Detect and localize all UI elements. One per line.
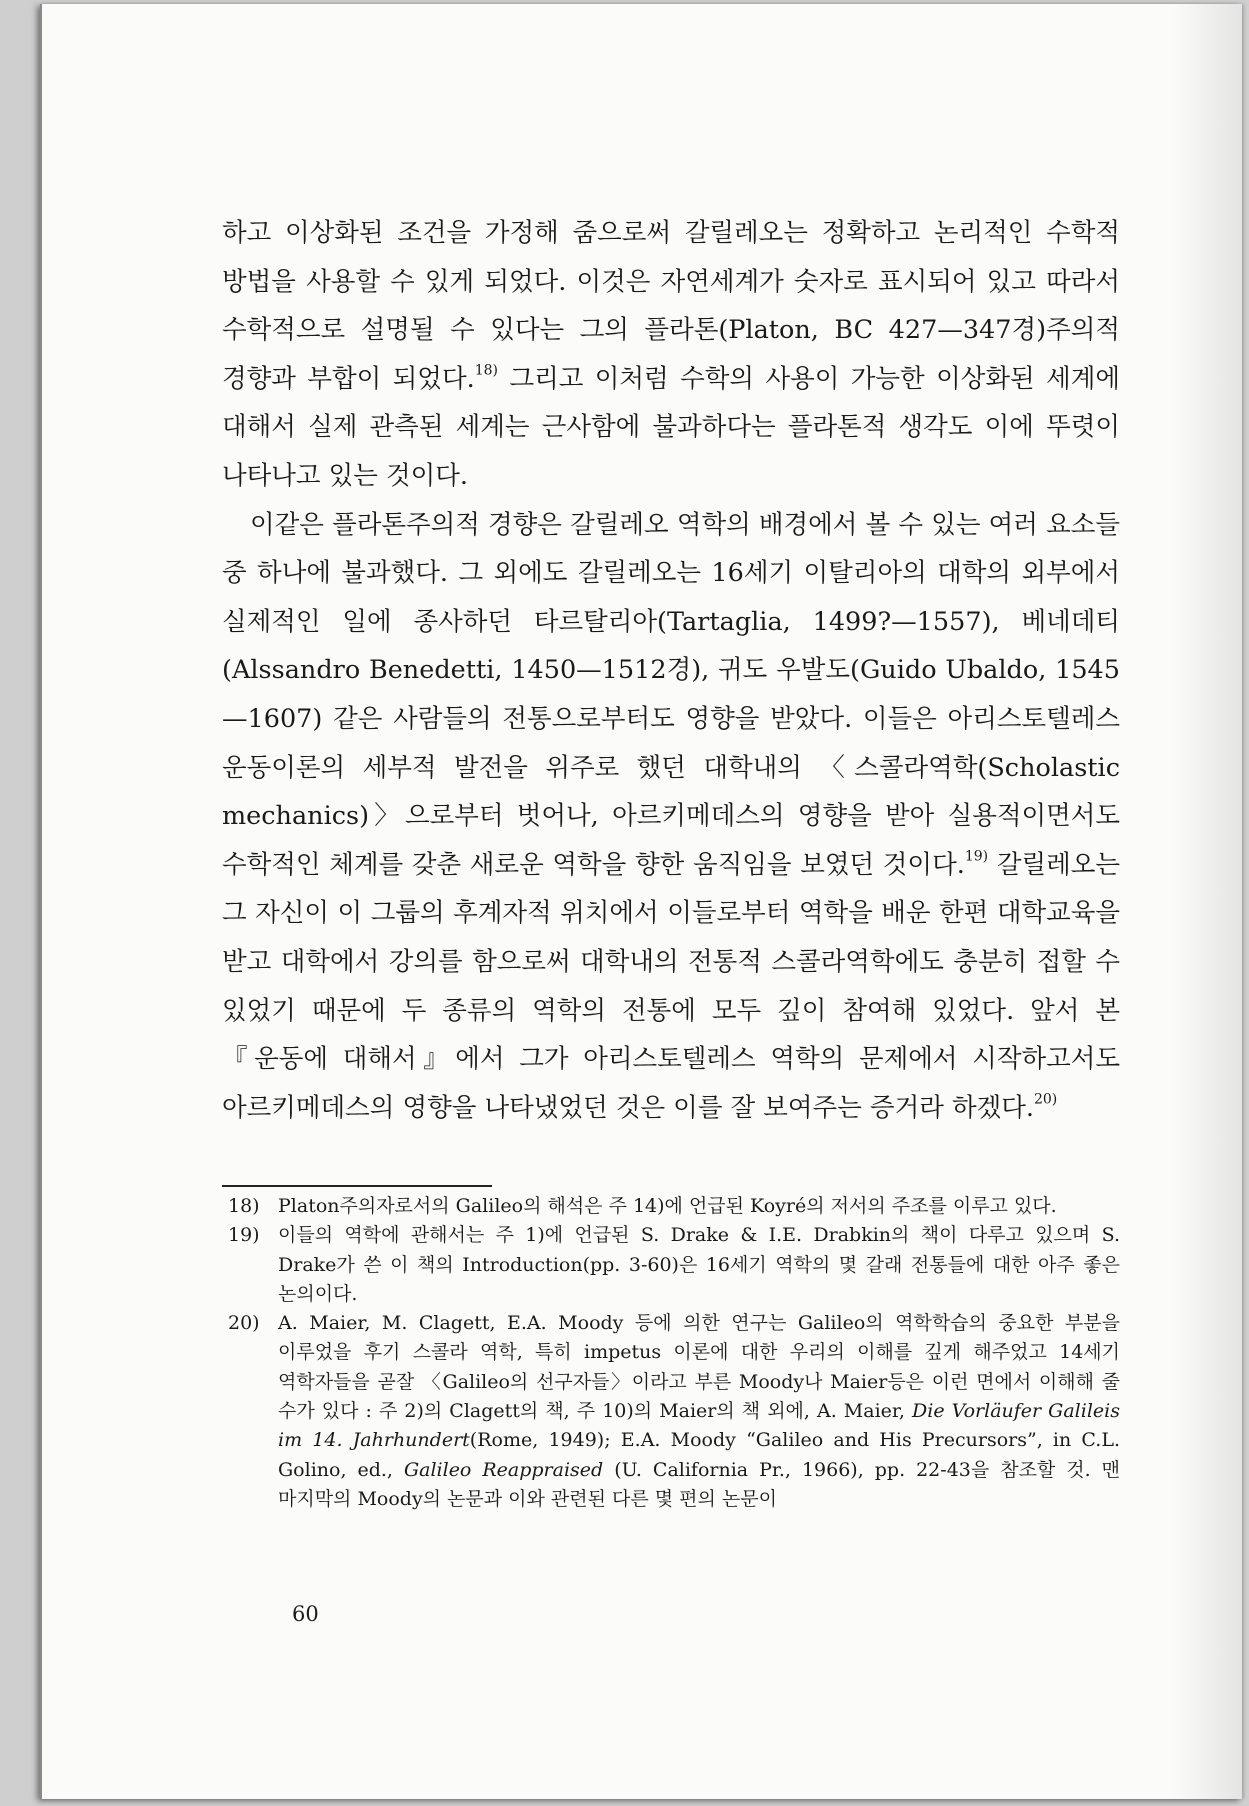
- footnote-text: 이들의 역학에 관해서는 주 1)에 언급된 S. Drake & I.E. Drabkin의 책이 다루고 있으며 S. Drake가 쓴 이 책의 Introduction(pp. 3-60)은 16세기 역학의 몇 갈래 전통들에 대한 아주 좋은 논의이다.: [278, 1224, 1120, 1305]
- footnote-text: [278, 1312, 1120, 1510]
- body-paragraph-2: [222, 501, 1120, 1133]
- footnote-text: Platon주의자로서의 Galileo의 해석은 주 14)에 언급된 Koyré의 저서의 주조를 이루고 있다.: [278, 1195, 1057, 1217]
- body-text-run: 하고 이상화된 조건을 가정해 줌으로써 갈릴레오는 정확하고 논리적인 수학적 방법을 사용할 수 있게 되었다. 이것은 자연세계가 숫자로 표시되어 있고 따라서 수학적으로 설명될 수 있다는 그의 플라톤(Platon, BC 427—347경)주의적 경향과 부합이 되었다.: [222, 218, 1120, 394]
- footnote-19: [228, 1221, 1120, 1309]
- footnotes: [228, 1192, 1120, 1514]
- footnote-20: [228, 1309, 1120, 1514]
- body-paragraph-1: [222, 209, 1120, 501]
- footnote-ref-19: 19): [964, 848, 989, 865]
- body-text-run: 갈릴레오는 그 자신이 이 그룹의 후계자적 위치에서 이들로부터 역학을 배운 한편 대학교육을 받고 대학에서 강의를 함으로써 대학내의 전통적 스콜라역학에도 충분히 접할 수 있었기 때문에 두 종류의 역학의 전통에 모두 깊이 참여해 있었다. 앞서 본『운동에 대해서』에서 그가 아리스토텔레스 역학의 문제에서 시작하고서도 아르키메데스의 영향을 나타냈었던 것은 이를 잘 보여주는 증거라 하겠다.: [222, 849, 1120, 1123]
- body-text: [222, 209, 1120, 1132]
- book-title-italic: Die Vorläufer Galileis im 14. Jahrhundert: [278, 1400, 1120, 1452]
- book-title-italic: Galileo Reappraised: [403, 1458, 604, 1481]
- footnote-ref-20: 20): [1033, 1091, 1058, 1108]
- footnote-divider: [222, 1185, 492, 1187]
- footnote-18: [228, 1192, 1120, 1221]
- body-text-run: 그리고 이처럼 수학의 사용이 가능한 이상화된 세계에 대해서 실제 관측된 세계는 근사함에 불과하다는 플라톤적 생각도 이에 뚜렷이 나타나고 있는 것이다.: [222, 363, 1121, 491]
- footnote-number: 18): [228, 1195, 260, 1217]
- page-number: 60: [292, 1602, 319, 1626]
- body-text-run: 이같은 플라톤주의적 경향은 갈릴레오 역학의 배경에서 볼 수 있는 여러 요소들 중 하나에 불과했다. 그 외에도 갈릴레오는 16세기 이탈리아의 대학의 외부에서 실제적인 일에 종사하던 타르탈리아(Tartaglia, 1499?—1557), 베네데티(Alssandro Benedetti, 1450—1512경), 귀도 우발도(Guido Ubaldo, 1545—1607) 같은 사람들의 전통으로부터도 영향을 받았다. 이들은 아리스토텔레스 운동이론의 세부적 발전을 위주로 했던 대학내의 〈스콜라역학(Scholastic mechanics)〉으로부터 벗어나, 아르키메데스의 영향을 받아 실용적이면서도 수학적인 체계를 갖춘 새로운 역학을 향한 움직임을 보였던 것이다.: [222, 509, 1120, 880]
- footnote-text-run: (Rome, 1949); E.A. Moody “Galileo and His Precursors”, in C.L. Golino, ed.,: [278, 1429, 1120, 1481]
- footnote-number: 19): [228, 1224, 260, 1247]
- footnote-text-run: (U. California Pr., 1966), pp. 22-43을 참조할 것. 맨 마지막의 Moody의 논문과 이와 관련된 다른 몇 편의 논문이: [278, 1458, 1120, 1510]
- footnote-text-run: A. Maier, M. Clagett, E.A. Moody 등에 의한 연구는 Galileo의 역학학습의 중요한 부분을 이루었을 후기 스콜라 역학, 특히 impetus 이론에 대한 우리의 이해를 깊게 해주었고 14세기 역학자들을 곧잘 〈Galileo의 선구자들〉이라고 부른 Moody나 Maier등은 이런 면에서 이해해 줄 수가 있다 : 주 2)의 Clagett의 책, 주 10)의 Maier의 책 외에, A. Maier,: [278, 1312, 1120, 1423]
- book-page: [40, 4, 1242, 1799]
- footnote-number: 20): [228, 1312, 260, 1335]
- footnote-ref-18: 18): [474, 362, 498, 379]
